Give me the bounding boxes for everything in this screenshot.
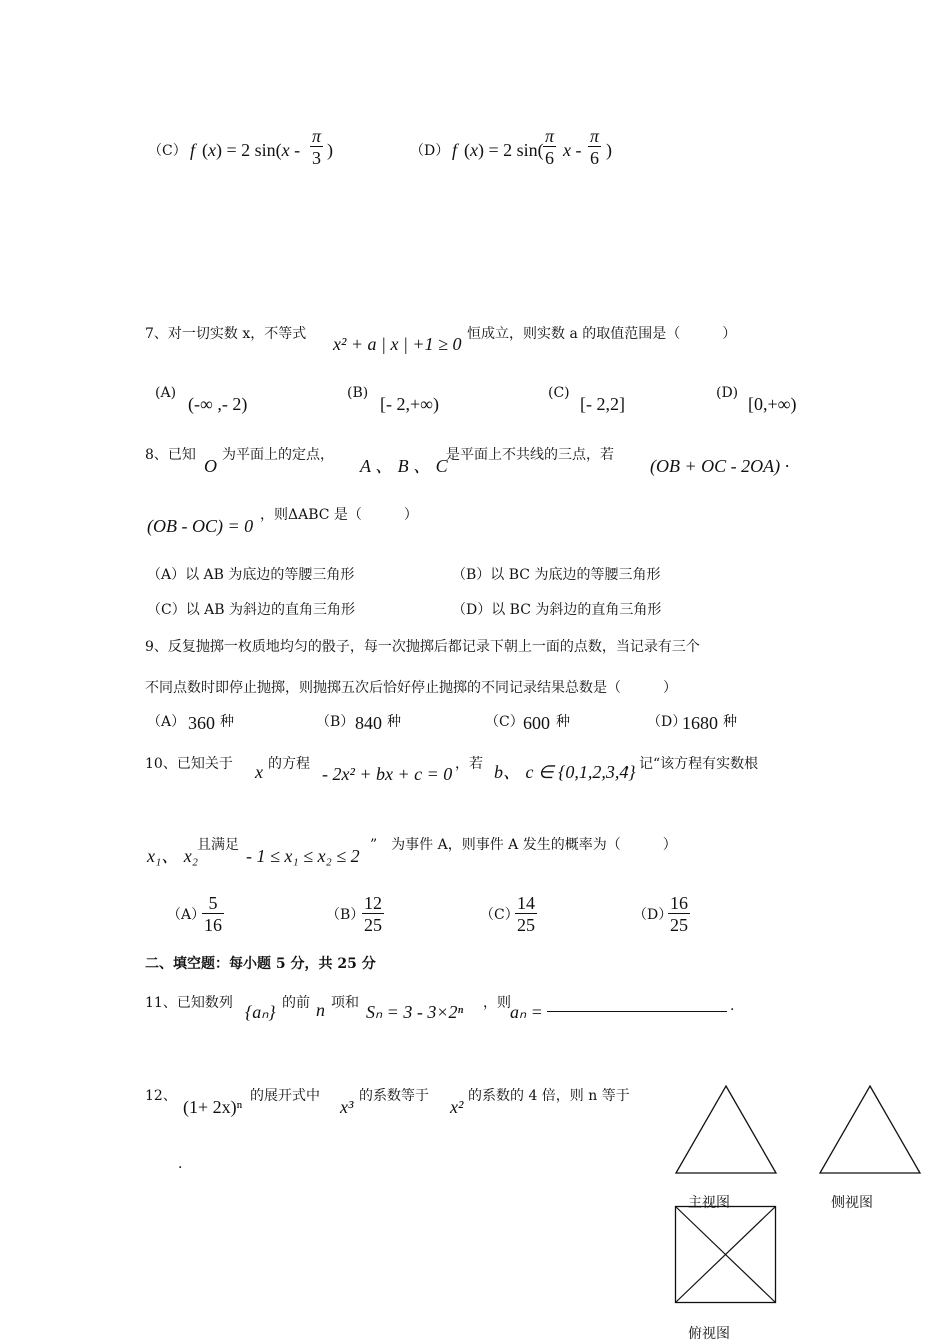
q11-stem-d: ，则 [483, 995, 511, 1011]
q10-stem-b: 的方程 [268, 756, 310, 772]
q11-n: n [316, 1000, 325, 1020]
q10-roots: x₁、 x₂ [147, 846, 198, 866]
q9-option-c-unit: 种 [556, 714, 570, 730]
q10-option-b-label: （B） [326, 907, 365, 923]
q10-stem-c: ，若 [455, 756, 483, 772]
q8-option-a: （A）以 AB 为底边的等腰三角形 [147, 567, 355, 583]
front-view-triangle [674, 1084, 778, 1176]
side-view-triangle [818, 1084, 922, 1176]
q7-option-d-value: [0,+∞) [748, 394, 797, 414]
q9-option-d-label: （D） [647, 714, 687, 730]
top-view-square [674, 1205, 778, 1305]
q8-option-b: （B）以 BC 为底边的等腰三角形 [452, 567, 661, 583]
q8-stem-c: 是平面上不共线的三点，若 [446, 447, 614, 463]
q8-points: A 、 B 、 C [360, 456, 448, 476]
q12-stem-b: 的展开式中 [250, 1088, 320, 1104]
q6-option-d-label: （D） [410, 143, 450, 159]
q8-stem-b: 为平面上的定点， [222, 447, 334, 463]
q10-option-c-label: （C） [480, 907, 519, 923]
q11-an: aₙ = [510, 1002, 543, 1022]
q10-condition: b、 c ∈ {0,1,2,3,4} [494, 762, 636, 782]
q10-equation: - 2x² + bx + c = 0 [322, 764, 453, 784]
q10-range: - 1 ≤ x₁ ≤ x₂ ≤ 2 [246, 846, 360, 866]
q12-stem-c: 的系数等于 [359, 1088, 429, 1104]
q7-option-a-value: (-∞ ,- 2) [188, 394, 248, 414]
q9-option-a-label: （A） [147, 714, 186, 730]
q10-option-a-fraction: $\frac{5}{16}$ [204, 893, 222, 935]
q7-option-d-label: (D) [716, 385, 739, 401]
q7-option-c-value: [- 2,2] [580, 394, 625, 414]
q12-stem-a: 12、 [145, 1088, 177, 1104]
front-view-label: 主视图 [688, 1195, 730, 1211]
q7-option-b-label: (B) [347, 385, 369, 401]
q8-point-o: O [204, 456, 217, 476]
q7-option-a-label: (A) [155, 385, 177, 401]
q9-option-d-unit: 种 [723, 714, 737, 730]
q10-option-d-fraction: $\frac{16}{25}$ [670, 893, 688, 935]
q11-stem-b: 的前 [282, 995, 310, 1011]
q7-inequality: x² + a | x | +1 ≥ 0 [333, 334, 462, 354]
q11-sequence: {aₙ} [245, 1002, 276, 1022]
q12-end: . [178, 1156, 183, 1172]
q7-option-b-value: [- 2,+∞) [380, 394, 439, 414]
top-view-label: 俯视图 [688, 1326, 730, 1342]
q11-end: . [730, 998, 735, 1014]
q8-option-c: （C）以 AB 为斜边的直角三角形 [147, 602, 356, 618]
q11-answer-blank [547, 1011, 727, 1012]
q10-option-b-fraction: $\frac{12}{25}$ [364, 893, 382, 935]
q10-option-a-label: （A） [167, 907, 206, 923]
q11-stem-a: 11、已知数列 [145, 995, 233, 1011]
q10-stem-d: ，记“该方程有实数根 [625, 756, 759, 772]
q10-stem-a: 10、已知关于 [145, 756, 233, 772]
q9-option-c-value: 600 [523, 713, 550, 733]
q7-option-c-label: (C) [548, 385, 570, 401]
q11-stem-c: 项和 [331, 995, 359, 1011]
q8-stem-d: ，则ΔABC 是（ ） [260, 507, 418, 523]
q12-x3: x³ [340, 1097, 354, 1117]
q9-option-d-value: 1680 [682, 713, 718, 733]
q8-expr-2: (OB - OC) = 0 [147, 516, 254, 536]
q10-stem-f: ” 为事件 A，则事件 A 发生的概率为（ ） [370, 837, 677, 853]
q12-expr: (1+ 2x)ⁿ [183, 1097, 243, 1117]
q6-option-c-label: （C） [148, 143, 187, 159]
q9-line-1: 9、反复抛掷一枚质地均匀的骰子，每一次抛掷后都记录下朝上一面的点数，当记录有三个 [145, 639, 700, 655]
q9-option-b-unit: 种 [387, 714, 401, 730]
q10-option-d-label: （D） [633, 907, 673, 923]
q10-stem-e: 且满足 [197, 837, 239, 853]
q9-option-b-label: （B） [316, 714, 355, 730]
section-2-title: 二、填空题：每小题 5 分，共 25 分 [145, 956, 376, 972]
q7-stem-a: 7、对一切实数 x，不等式 [145, 326, 307, 342]
q9-option-b-value: 840 [355, 713, 382, 733]
q10-option-c-fraction: $\frac{14}{25}$ [517, 893, 535, 935]
side-view-label: 侧视图 [831, 1195, 873, 1211]
q9-option-c-label: （C） [485, 714, 524, 730]
q12-stem-d: 的系数的 4 倍，则 n 等于 [468, 1088, 630, 1104]
q12-x2: x² [450, 1097, 464, 1117]
q9-line-2: 不同点数时即停止抛掷，则抛掷五次后恰好停止抛掷的不同记录结果总数是（ ） [145, 680, 677, 696]
q8-stem-a: 8、已知 [145, 447, 196, 463]
q7-stem-b: 恒成立，则实数 a 的取值范围是（ ） [467, 326, 737, 342]
q10-var-x: x [255, 762, 263, 782]
q8-expr-1: (OB + OC - 2OA) · [650, 456, 790, 476]
q11-sum: Sₙ = 3 - 3×2ⁿ [366, 1002, 464, 1022]
q9-option-a-value: 360 [188, 713, 215, 733]
q8-option-d: （D）以 BC 为斜边的直角三角形 [452, 602, 662, 618]
q9-option-a-unit: 种 [220, 714, 234, 730]
